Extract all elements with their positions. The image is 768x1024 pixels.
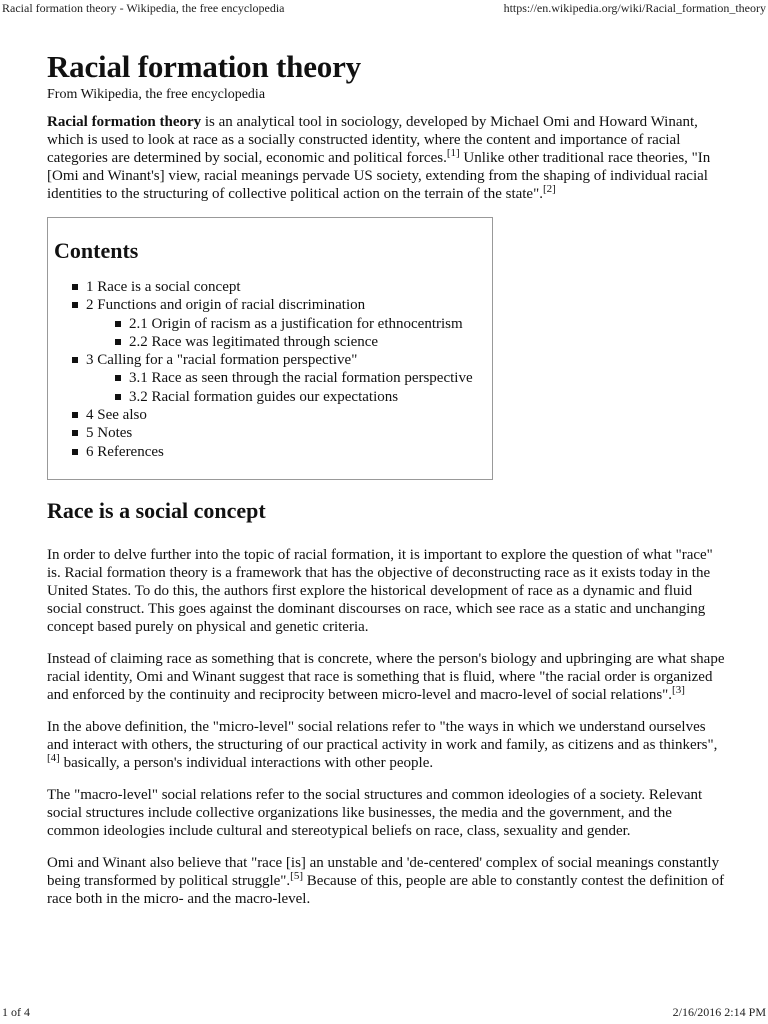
toc-item-1[interactable]: 1 Race is a social concept	[54, 278, 487, 296]
citation-4[interactable]: [4]	[47, 751, 60, 764]
toc-item-4[interactable]: 4 See also	[54, 406, 487, 424]
page-subtitle: From Wikipedia, the free encyclopedia	[47, 87, 266, 102]
toc-item-6[interactable]: 6 References	[54, 443, 487, 461]
toc-item-3-1[interactable]: 3.1 Race as seen through the racial formation perspective	[54, 369, 487, 387]
body-paragraph-3-text-2: basically, a person's individual interactions with other people.	[59, 754, 434, 771]
citation-3[interactable]: [3]	[672, 683, 685, 696]
print-header-url[interactable]: https://en.wikipedia.org/wiki/Racial_formation_theory	[503, 1, 766, 15]
toc-item-2[interactable]: 2 Functions and origin of racial discrimination	[54, 296, 487, 314]
toc-item-2-1[interactable]: 2.1 Origin of racism as a justification for ethnocentrism	[54, 315, 487, 333]
citation-2[interactable]: [2]	[542, 183, 556, 195]
body-paragraph-2-text: Instead of claiming race as something that is concrete, where the person's biology and upbringing are what shape racial identity, Omi and Winant suggest that race is something that is fluid, where "the racial order is organized and enforced by the continuity and reciprocity between micro-level and macro-level of social relations".	[47, 650, 725, 703]
toc-item-2-2[interactable]: 2.2 Race was legitimated through science	[54, 333, 487, 351]
citation-1[interactable]: [1]	[446, 147, 460, 159]
body-paragraph-5-text-1: Omi and Winant also believe that "race [is] an unstable and 'de-centered' complex of social meanings constantly being transformed by political struggle".	[47, 854, 720, 889]
table-of-contents	[47, 217, 493, 480]
body-paragraph-5	[47, 854, 727, 908]
lead-bold-term: Racial formation theory	[47, 114, 202, 130]
print-footer-page-count: 1 of 4	[2, 1005, 30, 1019]
section-heading: Race is a social concept	[47, 497, 266, 523]
print-header-title: Racial formation theory - Wikipedia, the free encyclopedia	[2, 1, 285, 15]
article-content	[47, 48, 727, 922]
body-paragraph-1: In order to delve further into the topic of racial formation, it is important to explore the question of what "race" is. Racial formation theory is a framework that has the objective of deconstructing race as it exists today in the United States. To do this, the authors first explore the historical development of race as a dynamic and fluid social construct. This goes against the dominant discourses on race, which see race as a static and unchanging concept based purely on physical and genetic criteria.	[47, 546, 713, 635]
toc-item-3[interactable]: 3 Calling for a "racial formation perspective"	[54, 351, 487, 369]
toc-heading: Contents	[54, 238, 139, 263]
body-paragraph-3	[47, 718, 727, 772]
print-footer-datetime: 2/16/2016 2:14 PM	[672, 1005, 766, 1019]
lead-text-2: Unlike other traditional race theories, "In [Omi and Winant's] view, racial meanings pervade US society, extending from the shaping of individual racial identities to the structuring of collective political action on the terrain of the state".	[47, 150, 711, 202]
toc-item-3-2[interactable]: 3.2 Racial formation guides our expectations	[54, 388, 487, 406]
body-paragraph-4: The "macro-level" social relations refer to the social structures and common ideologies of a society. Relevant social structures include collective organizations like businesses, the media and the government, and the common ideologies include cultural and stereotypical beliefs on race, class, sexuality and gender.	[47, 786, 703, 839]
toc-item-5[interactable]: 5 Notes	[54, 424, 487, 442]
page-title: Racial formation theory	[47, 49, 361, 84]
lead-paragraph	[47, 113, 727, 203]
body-paragraph-2	[47, 650, 727, 704]
toc-list	[54, 278, 487, 461]
citation-5[interactable]: [5]	[290, 869, 303, 882]
body-paragraph-5-text-2: Because of this, people are able to constantly contest the definition of race both in the micro- and the macro-level.	[47, 872, 725, 907]
lead-text-1: is an analytical tool in sociology, developed by Michael Omi and Howard Winant, which is used to look at race as a socially constructed identity, where the content and importance of racial categories are determined by social, economic and political forces.	[47, 114, 698, 166]
body-paragraph-3-text-1: In the above definition, the "micro-level" social relations refer to "the ways in which we understand ourselves and interact with others, the structuring of our practical activity in work and family, as citizens and as thinkers",	[47, 718, 718, 753]
